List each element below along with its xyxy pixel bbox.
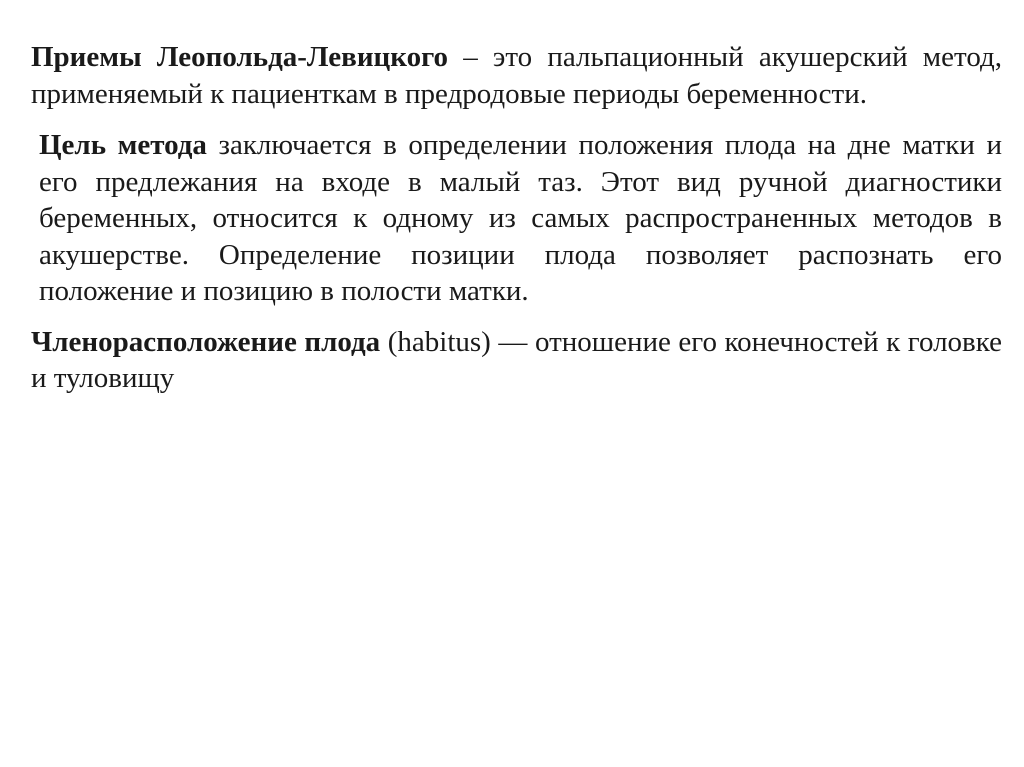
definition-method-goal: заключается в определении положения плода на дне матки и его предлежания на входе в малый таз. Этот вид ручной диагностики беременных, относится к одному из самых распространенных методов в акушерстве. Определение позиции плода позволяет распознать его положение и позицию в полости матки. xyxy=(39,129,1003,307)
slide-content xyxy=(31,39,1002,397)
definition-leopold-levitsky: – это пальпационный акушерский метод, применяемый к пациенткам в предродовые периоды беременности. xyxy=(31,41,1002,110)
term-fetal-habitus: Членорасположение плода xyxy=(31,325,381,358)
term-leopold-levitsky: Приемы Леопольда-Левицкого xyxy=(31,41,449,73)
paragraph-method-goal xyxy=(31,127,1002,310)
term-method-goal: Цель метода xyxy=(39,129,207,161)
paragraph-fetal-habitus xyxy=(31,324,1002,397)
paragraph-leopold-method xyxy=(31,39,1002,112)
definition-fetal-habitus: (habitus) — отношение его конечностей к головке и туловищу xyxy=(31,325,1002,394)
